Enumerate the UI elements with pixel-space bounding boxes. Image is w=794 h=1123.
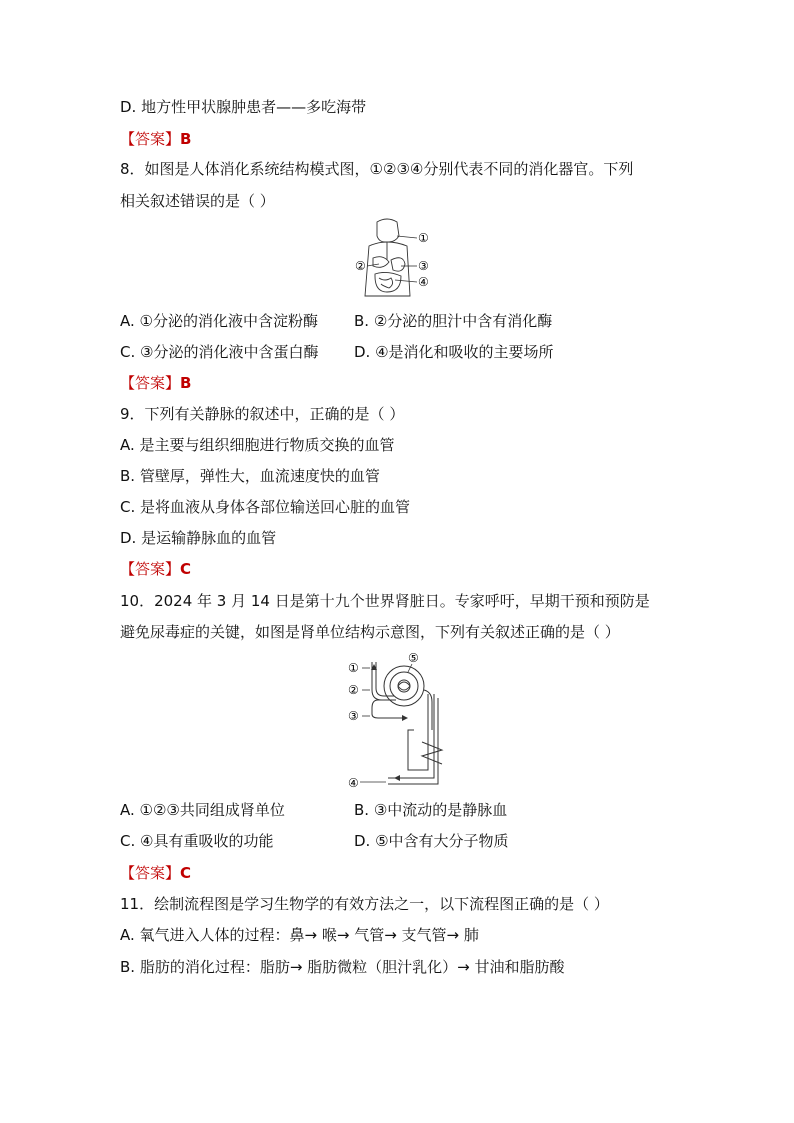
loop-of-henle (408, 694, 428, 770)
figure-label-3: ③ (348, 709, 359, 723)
answer-label: 【答案】 (120, 130, 181, 148)
answer-label: 【答案】 (120, 560, 181, 578)
q9-stem: 9．下列有关静脉的叙述中，正确的是（ ） (120, 405, 405, 423)
q11-option-b: B. 脂肪的消化过程：脂肪→ 脂肪微粒（胆汁乳化）→ 甘油和脂肪酸 (120, 958, 565, 976)
q8-option-a: A. ①分泌的消化液中含淀粉酶 (120, 312, 318, 330)
q7-option-d: D. 地方性甲状腺肿患者——多吃海带 (120, 98, 367, 116)
tubule-loop (372, 700, 406, 718)
q10-answer (120, 862, 191, 884)
q11-option-a: A. 氧气进入人体的过程：鼻→ 喉→ 气管→ 支气管→ 肺 (120, 926, 479, 944)
q10-option-d: D. ⑤中含有大分子物质 (354, 832, 509, 850)
figure-label-2: ② (355, 259, 366, 273)
label-line-1 (397, 236, 417, 238)
q8-option-b: B. ②分泌的胆汁中含有消化酶 (354, 312, 553, 330)
figure-label-2: ② (348, 683, 359, 697)
answer-label: 【答案】 (120, 864, 181, 882)
q10-option-c: C. ④具有重吸收的功能 (120, 832, 274, 850)
answer-value: B (180, 130, 192, 148)
answer-label: 【答案】 (120, 374, 181, 392)
figure-label-1: ① (348, 661, 359, 675)
label-line-4 (395, 280, 417, 282)
q11-stem: 11．绘制流程图是学习生物学的有效方法之一，以下流程图正确的是（ ） (120, 895, 609, 913)
q9-answer (120, 558, 191, 580)
stomach (391, 258, 405, 271)
answer-value: C (180, 864, 192, 882)
outflow-vessel (388, 694, 434, 778)
glomerulus-coil (398, 682, 410, 690)
nephron-figure (348, 650, 448, 792)
q8-stem-line2: 相关叙述错误的是（ ） (120, 192, 275, 210)
flow-arrow-3 (402, 715, 408, 721)
flow-arrow-2 (394, 775, 400, 781)
capillary-network (422, 742, 442, 764)
figure-label-4: ④ (418, 275, 429, 289)
q8-answer (120, 372, 191, 394)
q10-option-a: A. ①②③共同组成肾单位 (120, 801, 285, 819)
q10-stem-line1: 10．2024 年 3 月 14 日是第十九个世界肾脏日。专家呼吁，早期干预和预防是 (120, 592, 650, 610)
figure-label-3: ③ (418, 259, 429, 273)
q10-stem-line2: 避免尿毒症的关键，如图是肾单位结构示意图，下列有关叙述正确的是（ ） (120, 623, 620, 641)
intestine-outline (375, 272, 401, 292)
q10-option-b: B. ③中流动的是静脉血 (354, 801, 508, 819)
figure-label-5: ⑤ (408, 651, 419, 665)
outflow-vessel-outer (388, 698, 438, 784)
figure-label-1: ① (418, 231, 429, 245)
answer-value: C (180, 560, 192, 578)
head-outline (377, 219, 399, 242)
q9-option-a: A. 是主要与组织细胞进行物质交换的血管 (120, 436, 395, 454)
intestine-coil (379, 278, 393, 288)
q9-option-c: C. 是将血液从身体各部位输送回心脏的血管 (120, 498, 411, 516)
capsule-inner (390, 672, 418, 700)
q7-answer (120, 128, 191, 150)
label-line-5 (408, 664, 412, 672)
q8-stem-line1: 8．如图是人体消化系统结构模式图，①②③④分别代表不同的消化器官。下列 (120, 160, 634, 178)
digestive-system-figure (355, 218, 440, 300)
q9-option-b: B. 管壁厚，弹性大，血流速度快的血管 (120, 467, 380, 485)
q9-option-d: D. 是运输静脉血的血管 (120, 529, 277, 547)
q8-option-d: D. ④是消化和吸收的主要场所 (354, 343, 554, 361)
q8-option-c: C. ③分泌的消化液中含蛋白酶 (120, 343, 319, 361)
answer-value: B (180, 374, 192, 392)
figure-label-4: ④ (348, 776, 359, 790)
